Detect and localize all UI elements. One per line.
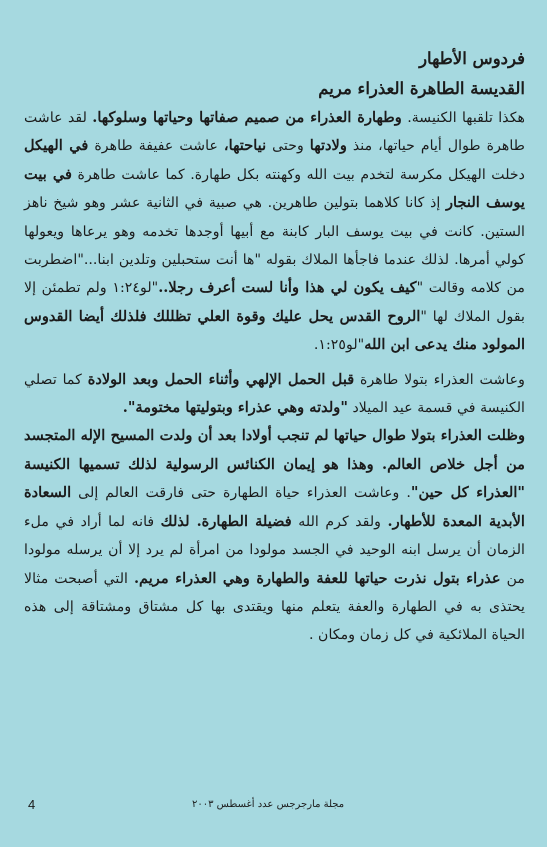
text-run: . وعاشت العذراء حياة الطهارة حتى فارقت العالم إلى: [71, 485, 411, 502]
text-run: إذ كانا كلاهما بتولين طاهرين. هي صبية في الثانية عشر وهو شيخ ناهز الستين. كانت في بيت يوسف البار كابنة مع أبيها أوجدها تخدمه وهو يرعاها ويعولها كولي أمرها. لذلك عندما فاجأها الملاك بقوله "ها أنت ستحبلين وتلدين ابنا..."اضطربت من كلامه وقالت ": [24, 195, 525, 297]
bold-text-run: نياحتها،: [223, 137, 267, 155]
bold-text-run: في بيت يوسف النجار: [24, 165, 525, 212]
paragraph-2: [24, 366, 525, 423]
paragraph-1: [24, 104, 525, 360]
text-run: التي أصبحت مثالا يحتذى به في الطهارة والعفة يتعلم منها ويقتدى بها كل مشتاق ومشتاقة إلى هذه الحياة الملائكية في كل زمان ومكان .: [24, 570, 525, 644]
text-run: وعاشت العذراء بتولا طاهرة: [354, 371, 525, 388]
bold-text-run: السعادة الأبدية المعدة للأطهار.: [24, 484, 525, 530]
paragraph-3: [24, 422, 525, 649]
text-run: "لو١:٢٥.: [313, 337, 365, 354]
page-footer: [24, 797, 525, 817]
magazine-issue: مجلة مارجرجس عدد أغسطس ٢٠٠٣: [192, 799, 345, 810]
bold-text-run: عذراء بتول نذرت حياتها للعفة والطهارة وهي العذراء مريم.: [133, 569, 501, 587]
bold-text-run: "ولدته وهي عذراء وبتوليتها مختومة".: [122, 399, 348, 417]
bold-text-run: قبل الحمل الإلهي وأثناء الحمل وبعد الولادة: [87, 370, 355, 388]
text-run: عاشت عفيفة طاهرة: [88, 138, 224, 155]
bold-text-run: ولادتها: [309, 137, 347, 155]
text-run: هكذا تلقبها الكنيسة.: [401, 110, 526, 126]
text-run: لقد عاشت طاهرة طوال أيام حياتها، منذ: [24, 110, 525, 155]
text-run: "لو١:٢٤ ولم تطمئن إلا بقول الملاك لها ": [24, 280, 525, 325]
text-run: كما تصلي الكنيسة في قسمة عيد الميلاد: [24, 371, 525, 417]
text-run: ولقد كرم الله: [291, 513, 388, 530]
text-run: فانه لما أراد في ملء الزمان أن يرسل ابنه الوحيد في الجسد مولودا من امرأة لم يرد إلا أن يرسله مولودا من: [24, 513, 525, 587]
bold-text-run: وطهارة العذراء من صميم صفاتها وحياتها وسلوكها.: [92, 109, 402, 126]
bold-text-run: وظلت العذراء بتولا طوال حياتها لم تنجب أولادا بعد أن ولدت المسيح الإله المتجسد من أجل خلاص العالم. وهذا هو إيمان الكنائس الرسولية لذلك تسميها الكنيسة "العذراء كل حين": [24, 427, 525, 502]
article-subtitle: القديسة الطاهرة العذراء مريم: [318, 79, 525, 98]
bold-text-run: فضيلة الطهارة. لذلك: [160, 512, 292, 530]
text-run: وحتى: [266, 138, 310, 155]
text-run: دخلت الهيكل مكرسة لتخدم بيت الله وكهنته بكل طهارة. كما عاشت طاهرة: [72, 166, 525, 183]
bold-text-run: في الهيكل: [24, 137, 89, 155]
article-title: فردوس الأطهار: [419, 49, 525, 68]
bold-text-run: كيف يكون لي هذا وأنا لست أعرف رجلا..: [158, 279, 417, 297]
page-number: 4: [28, 797, 36, 812]
bold-text-run: الروح القدس يحل عليك وقوة العلي تظللك فلذلك أيضا القدوس المولود منك يدعى ابن الله: [24, 307, 525, 354]
